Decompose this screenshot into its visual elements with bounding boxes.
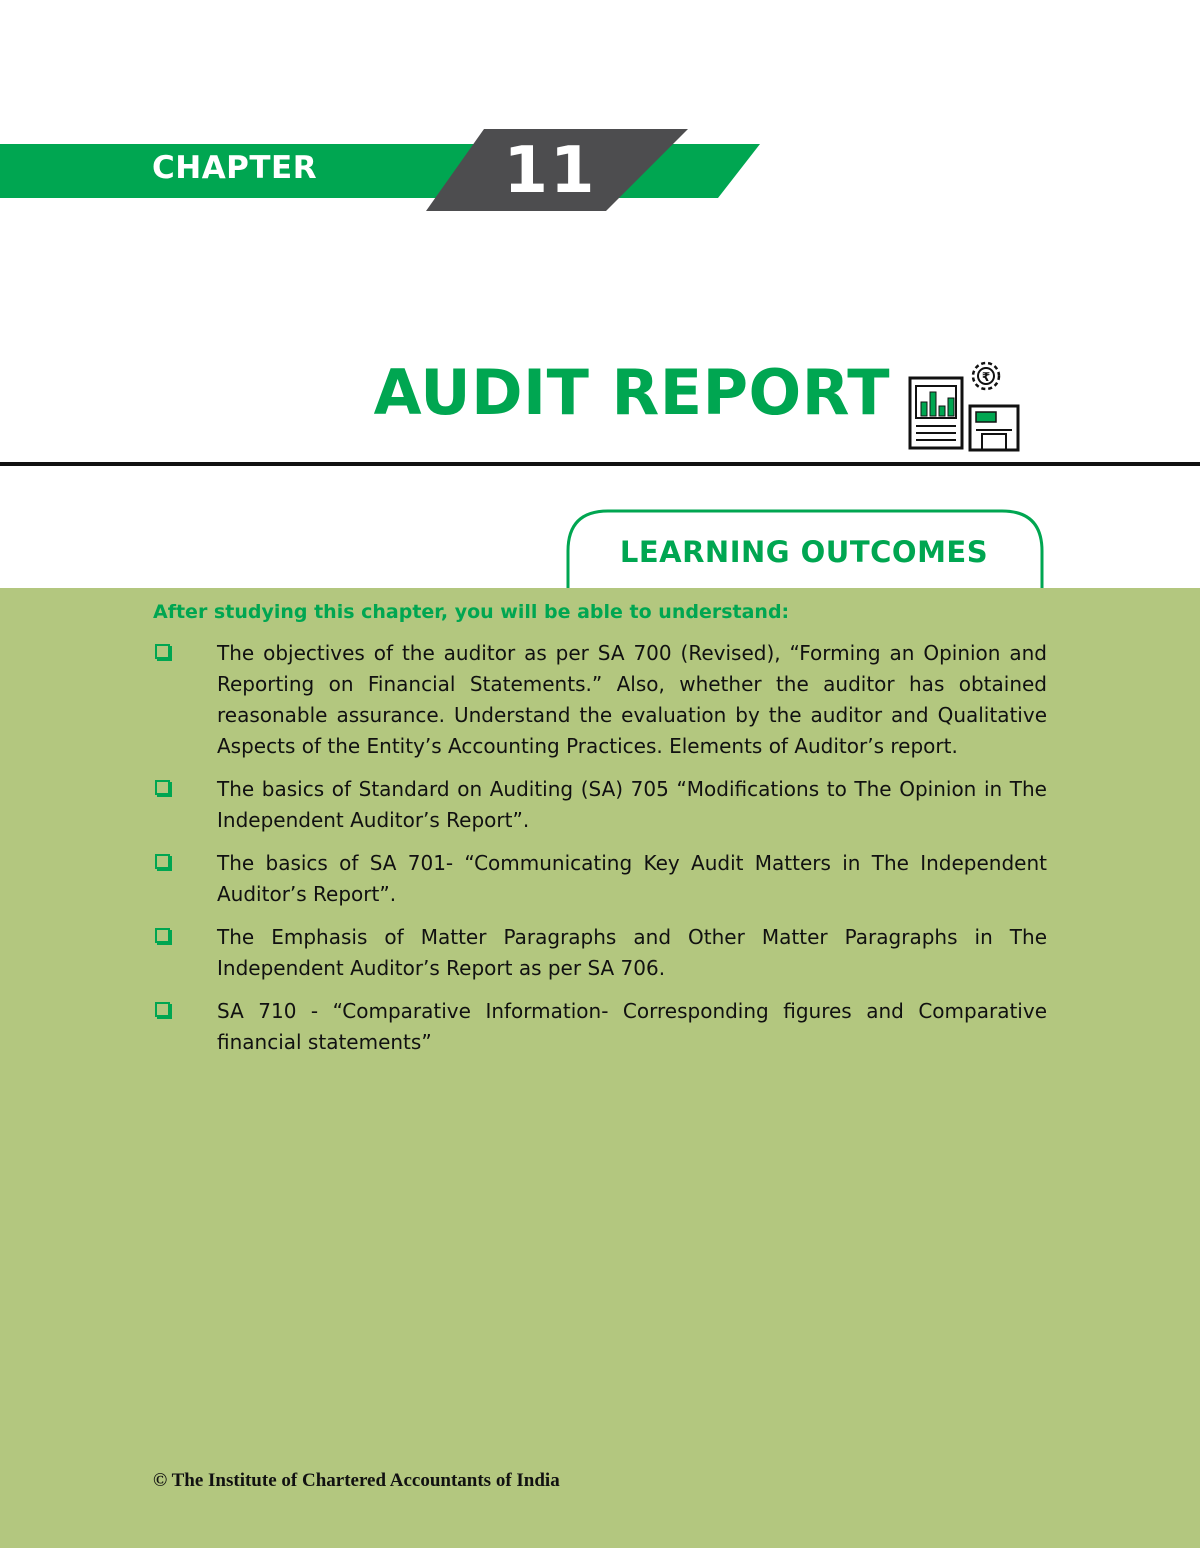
checkbox-bullet-icon	[155, 644, 170, 659]
outcome-text: The Emphasis of Matter Paragraphs and Other Matter Paragraphs in The Independent Auditor’s Report as per SA 706.	[217, 925, 1047, 980]
checkbox-bullet-icon	[155, 780, 170, 795]
financial-report-icon	[904, 356, 1024, 456]
list-item	[155, 922, 1047, 984]
outcome-text: SA 710 - “Comparative Information- Corresponding figures and Comparative financial statements”	[217, 999, 1047, 1054]
checkbox-bullet-icon	[155, 854, 170, 869]
list-item	[155, 638, 1047, 762]
outcome-text: The objectives of the auditor as per SA 700 (Revised), “Forming an Opinion and Reporting on Financial Statements.” Also, whether the auditor has obtained reasonable assurance. Understand the evaluation by the auditor and Qualitative Aspects of the Entity’s Accounting Practices. Elements of Auditor’s report.	[217, 641, 1047, 758]
page-title: AUDIT REPORT	[373, 356, 890, 429]
list-item	[155, 848, 1047, 910]
chapter-label: CHAPTER	[152, 150, 318, 186]
learning-outcomes-list	[155, 638, 1047, 1070]
checkbox-bullet-icon	[155, 1002, 170, 1017]
svg-text:₹: ₹	[981, 370, 991, 384]
title-divider	[0, 462, 1200, 466]
copyright-footer: © The Institute of Chartered Accountants of India	[153, 1470, 560, 1491]
list-item	[155, 996, 1047, 1058]
learning-outcomes-intro: After studying this chapter, you will be able to understand:	[153, 601, 790, 623]
chapter-banner	[0, 120, 780, 220]
chapter-number: 11	[503, 134, 597, 208]
checkbox-bullet-icon	[155, 928, 170, 943]
outcome-text: The basics of Standard on Auditing (SA) 705 “Modifications to The Opinion in The Independent Auditor’s Report”.	[217, 777, 1047, 832]
list-item	[155, 774, 1047, 836]
learning-outcomes-heading: LEARNING OUTCOMES	[619, 535, 989, 569]
outcome-text: The basics of SA 701- “Communicating Key Audit Matters in The Independent Auditor’s Report”.	[217, 851, 1047, 906]
